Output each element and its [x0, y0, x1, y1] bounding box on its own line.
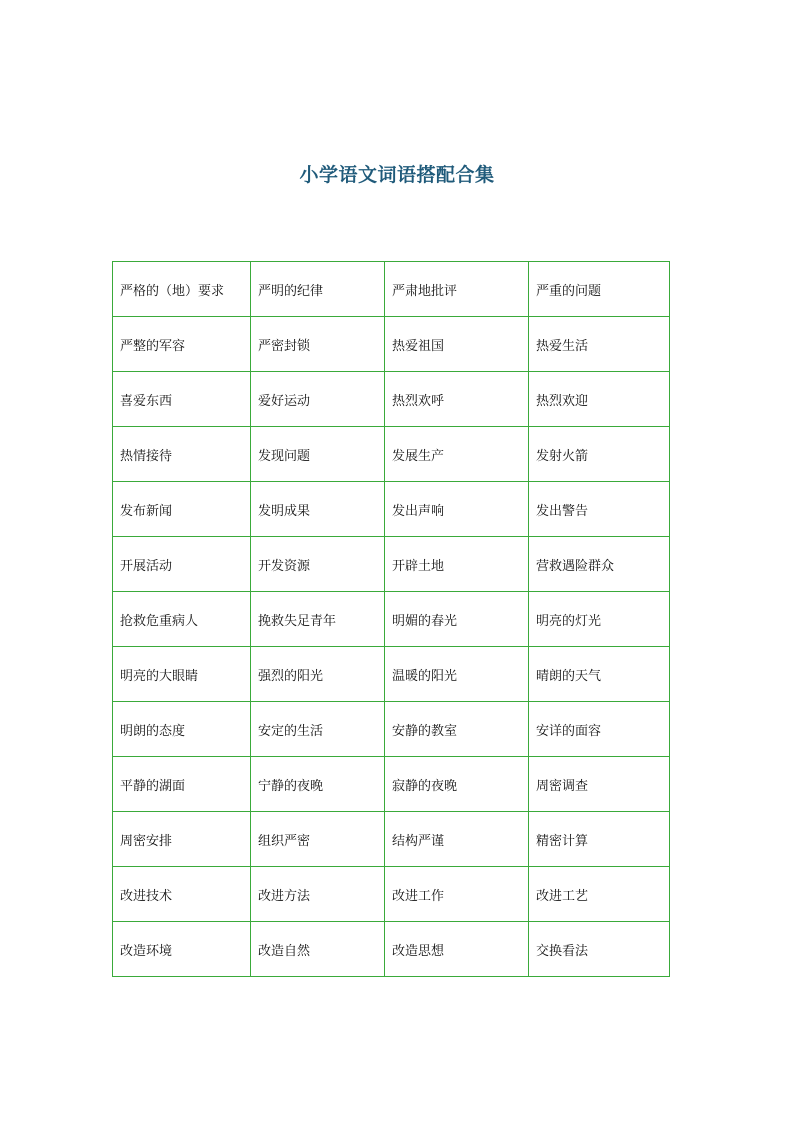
table-cell: 改进方法 [251, 867, 385, 922]
table-cell: 抢救危重病人 [113, 592, 251, 647]
table-cell: 明朗的态度 [113, 702, 251, 757]
table-row [113, 922, 670, 977]
table-cell: 严密封锁 [251, 317, 385, 372]
table-cell: 明亮的灯光 [529, 592, 670, 647]
table-row [113, 592, 670, 647]
table-cell: 明媚的春光 [385, 592, 529, 647]
table-cell: 安定的生活 [251, 702, 385, 757]
table-row [113, 812, 670, 867]
table-row [113, 482, 670, 537]
table-cell: 改造环境 [113, 922, 251, 977]
table-cell: 开展活动 [113, 537, 251, 592]
table-cell: 平静的湖面 [113, 757, 251, 812]
table-cell: 喜爱东西 [113, 372, 251, 427]
table-cell: 严重的问题 [529, 262, 670, 317]
page-title: 小学语文词语搭配合集 [299, 164, 495, 186]
table-cell: 宁静的夜晚 [251, 757, 385, 812]
table-cell: 发出声响 [385, 482, 529, 537]
table-cell: 开辟土地 [385, 537, 529, 592]
table-cell: 结构严谨 [385, 812, 529, 867]
table-cell: 发展生产 [385, 427, 529, 482]
table-row [113, 317, 670, 372]
table-cell: 爱好运动 [251, 372, 385, 427]
table-cell: 严格的（地）要求 [113, 262, 251, 317]
table-cell: 精密计算 [529, 812, 670, 867]
table-cell: 热情接待 [113, 427, 251, 482]
table-row [113, 427, 670, 482]
table-row [113, 372, 670, 427]
table-cell: 寂静的夜晚 [385, 757, 529, 812]
table-cell: 改进技术 [113, 867, 251, 922]
table-cell: 晴朗的天气 [529, 647, 670, 702]
table-cell: 安详的面容 [529, 702, 670, 757]
table-cell: 强烈的阳光 [251, 647, 385, 702]
table-cell: 营救遇险群众 [529, 537, 670, 592]
table-cell: 热爱生活 [529, 317, 670, 372]
table-row [113, 867, 670, 922]
table-cell: 严明的纪律 [251, 262, 385, 317]
table-cell: 改进工作 [385, 867, 529, 922]
table-cell: 热烈欢呼 [385, 372, 529, 427]
table-cell: 周密调查 [529, 757, 670, 812]
table-row [113, 647, 670, 702]
table-row [113, 757, 670, 812]
table-cell: 改进工艺 [529, 867, 670, 922]
table-cell: 严肃地批评 [385, 262, 529, 317]
table-body [113, 262, 670, 977]
table-cell: 发明成果 [251, 482, 385, 537]
table-cell: 安静的教室 [385, 702, 529, 757]
table-cell: 挽救失足青年 [251, 592, 385, 647]
table-cell: 热爱祖国 [385, 317, 529, 372]
table-cell: 发射火箭 [529, 427, 670, 482]
table-cell: 开发资源 [251, 537, 385, 592]
table-cell: 改造思想 [385, 922, 529, 977]
table-cell: 明亮的大眼睛 [113, 647, 251, 702]
table-cell: 组织严密 [251, 812, 385, 867]
table-row [113, 262, 670, 317]
table-cell: 热烈欢迎 [529, 372, 670, 427]
table-cell: 周密安排 [113, 812, 251, 867]
table-row [113, 537, 670, 592]
table-cell: 温暖的阳光 [385, 647, 529, 702]
table-cell: 发布新闻 [113, 482, 251, 537]
table-cell: 严整的军容 [113, 317, 251, 372]
table-row [113, 702, 670, 757]
table-cell: 发现问题 [251, 427, 385, 482]
table-cell: 交换看法 [529, 922, 670, 977]
table-cell: 发出警告 [529, 482, 670, 537]
table-cell: 改造自然 [251, 922, 385, 977]
word-pairing-table [112, 261, 670, 977]
